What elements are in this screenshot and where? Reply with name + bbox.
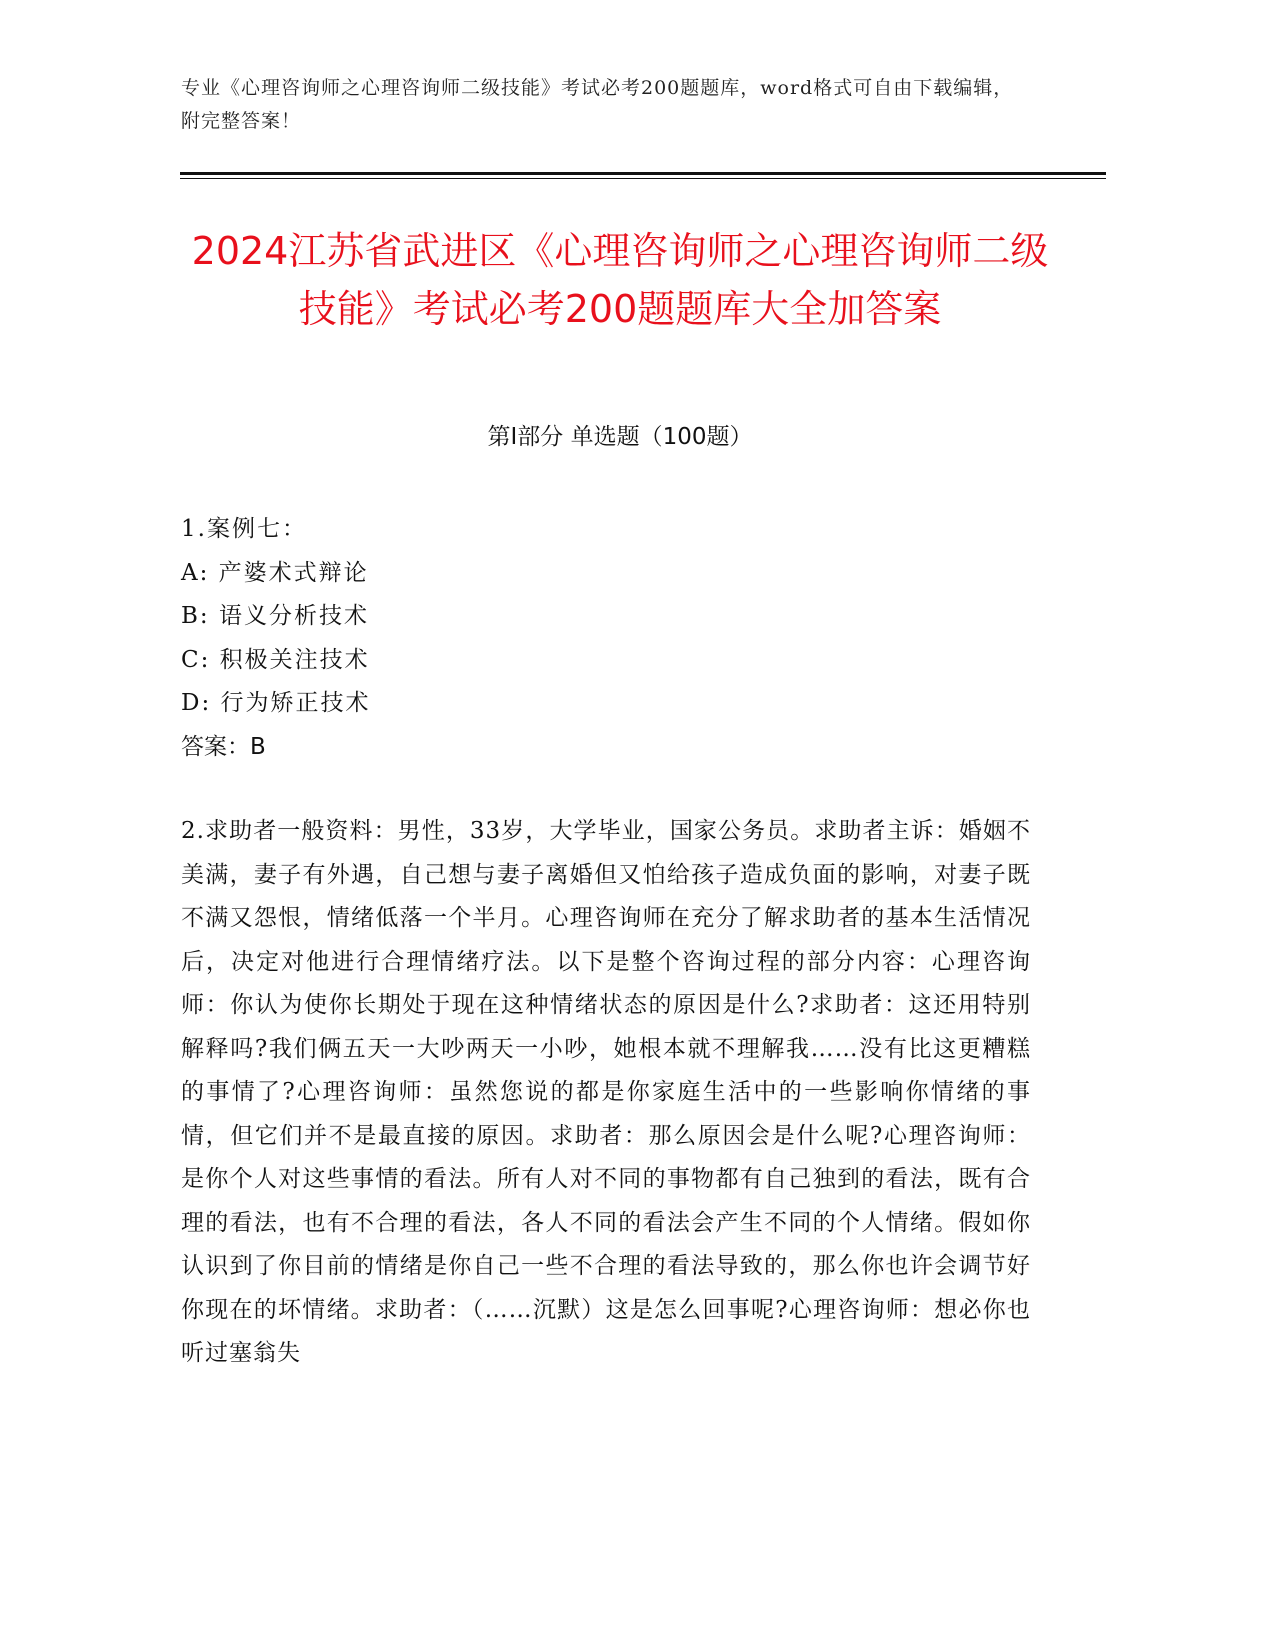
header-divider-thick <box>180 172 1106 175</box>
document-title: 2024江苏省武进区《心理咨询师之心理咨询师二级技能》考试必考200题题库大全加答案 <box>191 229 1049 331</box>
option-a: A: 产婆术式辩论 <box>181 559 369 586</box>
header-divider-thin <box>180 178 1106 179</box>
question-stem: 1.案例七： <box>181 516 307 542</box>
option-b: B: 语义分析技术 <box>181 603 369 629</box>
question-2 <box>181 810 1031 1376</box>
answer: 答案：B <box>181 733 266 760</box>
question-stem: 2.求助者一般资料：男性，33岁，大学毕业，国家公务员。求助者主诉：婚姻不美满，妻子有外遇，自己想与妻子离婚但又怕给孩子造成负面的影响，对妻子既不满又怨恨，情绪低落一个半月。心理咨询师在充分了解求助者的基本生活情况后，决定对他进行合理情绪疗法。以下是整个咨询过程的部分内容：心理咨询师：你认为使你长期处于现在这种情绪状态的原因是什么?求助者：这还用特别解释吗?我们俩五天一大吵两天一小吵，她根本就不理解我……没有比这更糟糕的事情了?心理咨询师：虽然您说的都是你家庭生活中的一些影响你情绪的事情，但它们并不是最直接的原因。求助者：那么原因会是什么呢?心理咨询师：是你个人对这些事情的看法。所有人对不同的事物都有自己独到的看法，既有合理的看法，也有不合理的看法，各人不同的看法会产生不同的个人情绪。假如你认识到了你目前的情绪是你自己一些不合理的看法导致的，那么你也许会调节好你现在的坏情绪。求助者：（……沉默）这是怎么回事呢?心理咨询师：想必你也听过塞翁失 <box>181 818 1031 1366</box>
option-c: C: 积极关注技术 <box>181 646 370 673</box>
header-note: 专业《心理咨询师之心理咨询师二级技能》考试必考200题题库，word格式可自由下载编辑，附完整答案！ <box>181 77 1014 132</box>
section-title: 第I部分 单选题（100题） <box>487 424 753 450</box>
question-1 <box>181 508 1061 769</box>
option-d: D: 行为矫正技术 <box>181 690 371 716</box>
